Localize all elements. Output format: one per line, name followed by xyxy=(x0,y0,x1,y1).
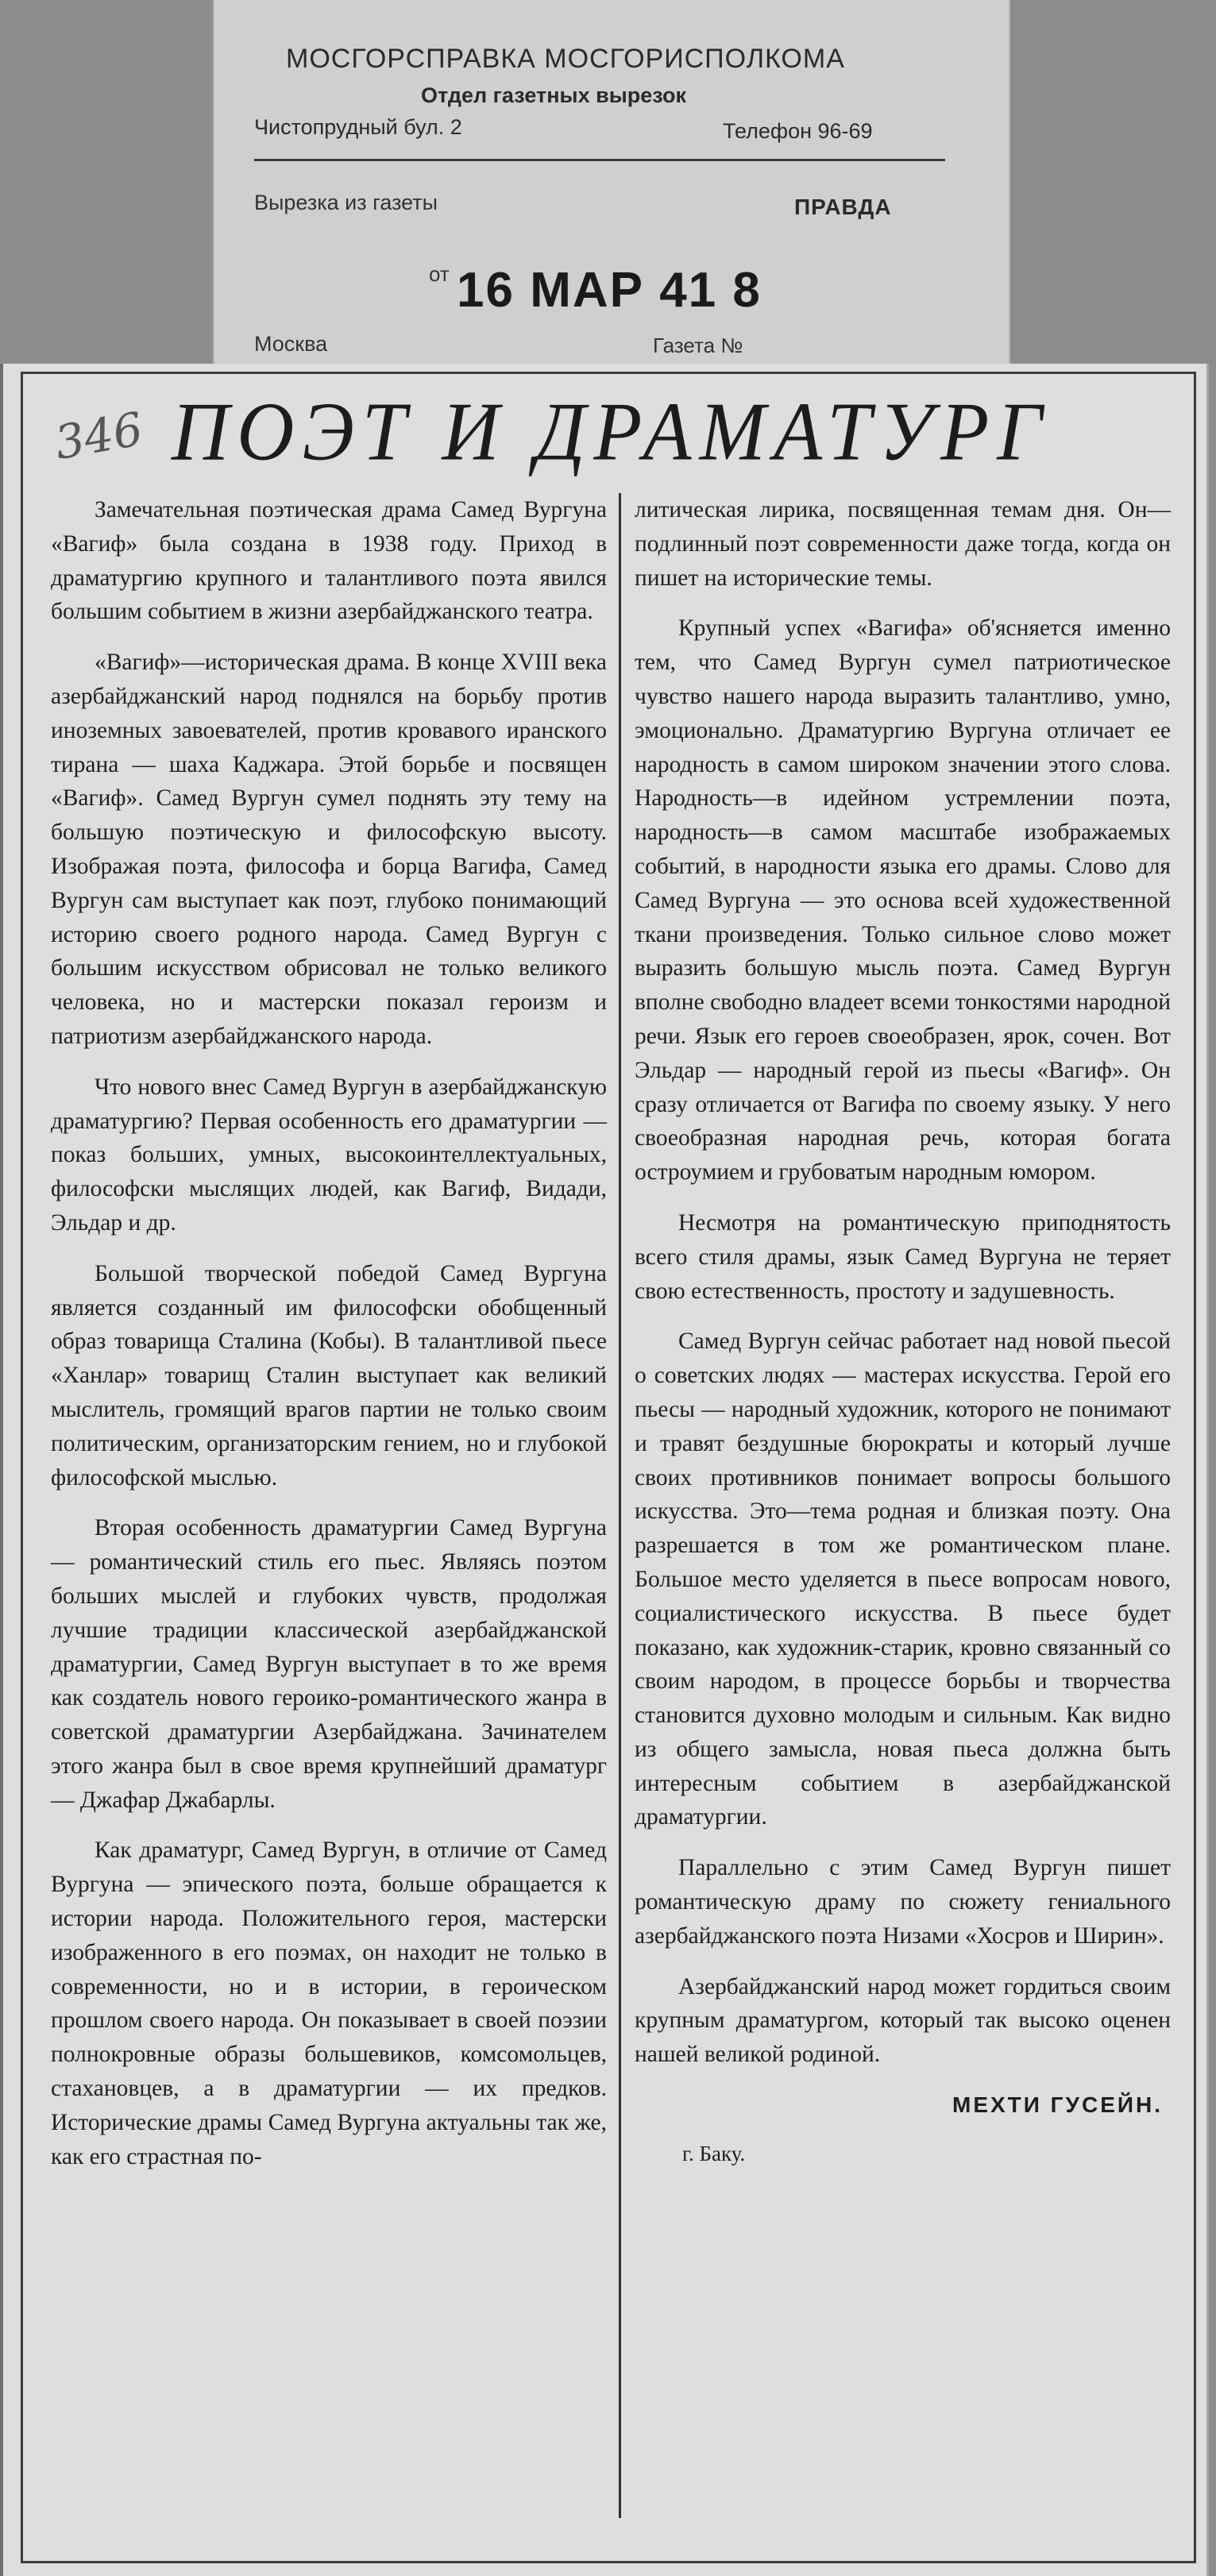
article-frame xyxy=(21,372,1196,2563)
date-prefix: от xyxy=(429,262,450,286)
column-divider xyxy=(619,493,621,2518)
slip-city: Москва xyxy=(254,332,328,356)
left-column xyxy=(51,493,607,2190)
department-name: Отдел газетных вырезок xyxy=(421,83,687,107)
right-column xyxy=(635,493,1171,2171)
bureau-address: Чистопрудный бул. 2 xyxy=(254,115,462,139)
paragraph: Самед Вургун сейчас работает над новой пьесой о советских людях — мастерах искусства. Герой его пьесы — народный художник, которого не понимают и травят бездушные бюрократы и который лучше своих противников понимает вопросы большого искусства. Это—тема родная и близкая поэту. Она разрешается в том же романтическом плане. Большое место уделяется в пьесе вопросам нового, социалистического искусства. В пьесе будет показано, как художник-старик, кровно связанный со своим народом, в процессе борьбы и творчества становится духовно молодым и сильным. Как видно из общего замысла, новая пьеса должна быть интересным событием в азербайджанской драматургии. xyxy=(635,1328,1171,1830)
paragraph: Вторая особенность драматургии Самед Вургуна — романтический стиль его пьес. Являясь поэтом больших мыслей и глубоких чувств, продолжая лучшие традиции классической азербайджанской драматургии, Самед Вургун выступает в то же время как создатель нового героико-романтического жанра в советской драматургии Азербайджана. Зачинателем этого жанра был в свое время крупнейший драматург — Джафар Джабарлы. xyxy=(51,1515,607,1813)
handwritten-number: 346 xyxy=(50,401,147,471)
slip-divider xyxy=(254,159,945,161)
paragraph: «Вагиф»—историческая драма. В конце XVIII века азербайджанский народ поднялся на борьбу против иноземных завоевателей, против кровавого иранского тирана — шаха Каджара. Этой борьбе и посвящен «Вагиф». Самед Вургун сумел поднять эту тему на большую поэтическую и философскую высоту. Изображая поэта, философа и борца Вагифа, Самед Вургун сам выступает как поэт, глубоко понимающий историю своего родного народа. Самед Вургун с большим искусством обрисовал не только великого человека, но и мастерски показал героизм и патриотизм азербайджанского народа. xyxy=(51,650,607,1049)
paragraph: Несмотря на романтическую приподнятость всего стиля драмы, язык Самед Вургуна не теряет свою естественность, простоту и задушевность. xyxy=(635,1209,1171,1304)
date-stamp: 16 МАР 41 8 xyxy=(457,263,762,318)
article-headline: ПОЭТ И ДРАМАТУРГ xyxy=(171,385,1051,478)
signoff xyxy=(635,2088,1171,2123)
newspaper-clipping xyxy=(0,364,1209,2576)
paragraph: Крупный успех «Вагифа» об'ясняется именно тем, что Самед Вургун сумел патриотическое чувство нашего народа выразить талантливо, умно, эмоционально. Драматургию Вургуна отличает ее народность в самом широком значении этого слова. Народность—в идейном устремлении поэта, народность—в самом масштабе изображаемых событий, в народности языка его драмы. Слово для Самед Вургуна — это основа всей художественной ткани произведения. Только сильное слово может выразить большую мысль поэта. Самед Вургун вполне свободно владеет всеми тонкостями народной речи. Язык его героев своеобразен, ярок, сочен. Вот Эльдар — народный герой из пьесы «Вагиф». Он сразу отличается от Вагифа по своему языку. У него своеобразная народная речь, которая богата остроумием и грубоватым народным юмором. xyxy=(635,615,1171,1186)
paragraph: Как драматург, Самед Вургун, в отличие от Самед Вургуна — эпического поэта, больше обращается к истории народа. Положительного героя, мастерски изображенного в его поэмах, он находит не только в современности, но и в истории, в героическом прошлом своего народа. Он показывает в своей поэзии полнокровные образы большевиков, комсомольцев, стахановцев, а в драматургии — их предков. Исторические драмы Самед Вургуна актуальны так же, как его страстная по- xyxy=(51,1838,607,2169)
article-author: МЕХТИ ГУСЕЙН. xyxy=(952,2092,1163,2118)
newspaper-name: ПРАВДА xyxy=(794,195,892,219)
paragraph: Замечательная поэтическая драма Самед Вургуна «Вагиф» была создана в 1938 году. Приход в драматургию крупного и талантливого поэта явился большим событием в жизни азербайджанского театра. xyxy=(51,497,607,625)
paragraph: Параллельно с этим Самед Вургун пишет романтическую драму по сюжету гениального азербайджанского поэта Низами «Хосров и Ширин». xyxy=(635,1855,1171,1949)
bureau-phone: Телефон 96-69 xyxy=(723,119,873,143)
paragraph: Азербайджанский народ может гордиться своим крупным драматургом, который так высоко оценен нашей великой родиной. xyxy=(635,1973,1171,2068)
clipping-bureau-slip xyxy=(213,0,1010,373)
paragraph: Большой творческой победой Самед Вургуна является созданный им философски обобщенный образ товарища Сталина (Кобы). В талантливой пьесе «Ханлар» товарищ Сталин выступает как великий мыслитель, громящий врагов партии не только своим политическим, организаторским гением, но и глубокой философской мыслью. xyxy=(51,1260,607,1490)
article-city: г. Баку. xyxy=(682,2141,746,2165)
bureau-name: МОСГОРСПРАВКА МОСГОРИСПОЛКОМА xyxy=(286,44,845,74)
paragraph-continuation: литическая лирика, посвященная темам дня. Он—подлинный поэт современности даже тогда, когда он пишет на исторические темы. xyxy=(635,497,1171,591)
paragraph: Что нового внес Самед Вургун в азербайджанскую драматургию? Первая особенность его драматургии — показ больших, умных, высокоинтеллектуальных, философски мыслящих людей, как Вагиф, Видади, Эльдар и др. xyxy=(51,1074,607,1236)
gazette-number-label: Газета № xyxy=(653,334,743,357)
cut-from-label: Вырезка из газеты xyxy=(254,191,438,214)
